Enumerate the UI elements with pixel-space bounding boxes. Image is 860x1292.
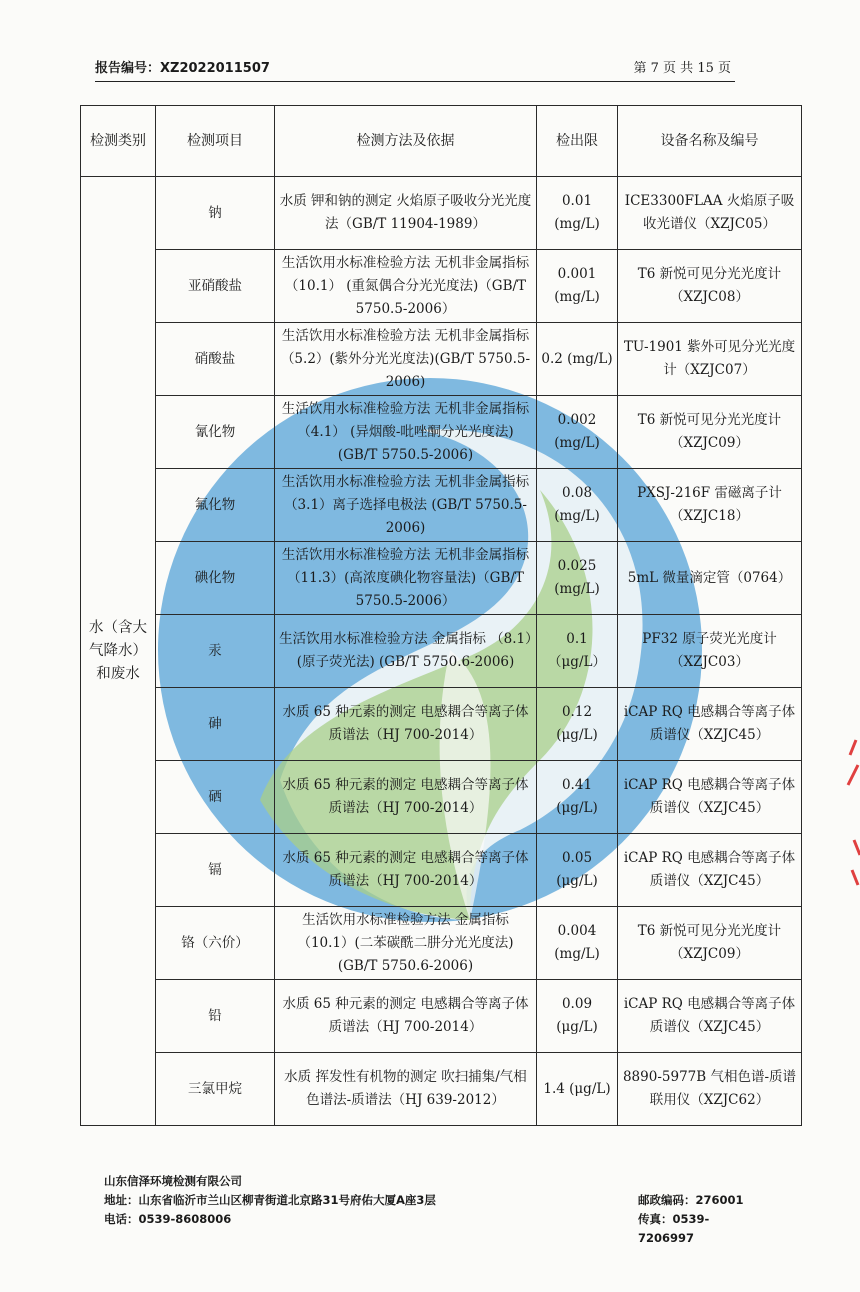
table-row bbox=[81, 761, 802, 834]
method-cell: 生活饮用水标准检验方法 无机非金属指标（4.1） (异烟酸-吡唑酮分光光度法) (GB/T 5750.5-2006) bbox=[275, 396, 537, 469]
method-cell: 生活饮用水标准检验方法 无机非金属指标（5.2）(紫外分光光度法)(GB/T 5750.5-2006) bbox=[275, 323, 537, 396]
method-cell: 水质 挥发性有机物的测定 吹扫捕集/气相色谱法-质谱法（HJ 639-2012） bbox=[275, 1053, 537, 1126]
limit-cell: 0.12 (μg/L) bbox=[537, 688, 618, 761]
col-header-limit: 检出限 bbox=[537, 106, 618, 177]
stamp-fragment bbox=[846, 735, 860, 895]
col-header-equipment: 设备名称及编号 bbox=[618, 106, 802, 177]
item-cell: 硒 bbox=[156, 761, 275, 834]
equipment-cell: TU-1901 紫外可见分光光度计（XZJC07） bbox=[618, 323, 802, 396]
method-cell: 生活饮用水标准检验方法 金属指标 （10.1）(二苯碳酰二肼分光光度法)(GB/T 5750.6-2006) bbox=[275, 907, 537, 980]
report-number: 报告编号：XZ2022011507 bbox=[95, 61, 270, 76]
equipment-cell: ICE3300FLAA 火焰原子吸收光谱仪（XZJC05） bbox=[618, 177, 802, 250]
table-row bbox=[81, 980, 802, 1053]
item-cell: 钠 bbox=[156, 177, 275, 250]
item-cell: 亚硝酸盐 bbox=[156, 250, 275, 323]
page-footer bbox=[104, 1172, 744, 1245]
equipment-cell: iCAP RQ 电感耦合等离子体质谱仪（XZJC45） bbox=[618, 761, 802, 834]
item-cell: 三氯甲烷 bbox=[156, 1053, 275, 1126]
method-cell: 水质 65 种元素的测定 电感耦合等离子体质谱法（HJ 700-2014） bbox=[275, 761, 537, 834]
method-cell: 生活饮用水标准检验方法 无机非金属指标 （10.1） (重氮偶合分光光度法)（GB/T 5750.5-2006） bbox=[275, 250, 537, 323]
limit-cell: 0.2 (mg/L) bbox=[537, 323, 618, 396]
table-row bbox=[81, 177, 802, 250]
item-cell: 碘化物 bbox=[156, 542, 275, 615]
report-header bbox=[95, 55, 735, 82]
table-row bbox=[81, 542, 802, 615]
table-row bbox=[81, 323, 802, 396]
item-cell: 砷 bbox=[156, 688, 275, 761]
limit-cell: 0.025 (mg/L) bbox=[537, 542, 618, 615]
method-cell: 水质 65 种元素的测定 电感耦合等离子体质谱法（HJ 700-2014） bbox=[275, 688, 537, 761]
limit-cell: 0.002 (mg/L) bbox=[537, 396, 618, 469]
equipment-cell: 5mL 微量滴定管（0764） bbox=[618, 542, 802, 615]
limit-cell: 0.08 (mg/L) bbox=[537, 469, 618, 542]
fax-number: 传真：0539-7206997 bbox=[638, 1212, 710, 1245]
method-cell: 生活饮用水标准检验方法 金属指标 （8.1）(原子荧光法) (GB/T 5750.6-2006) bbox=[275, 615, 537, 688]
method-cell: 水质 钾和钠的测定 火焰原子吸收分光光度法（GB/T 11904-1989） bbox=[275, 177, 537, 250]
limit-cell: 0.41 (μg/L) bbox=[537, 761, 618, 834]
item-cell: 氟化物 bbox=[156, 469, 275, 542]
postcode: 邮政编码：276001 bbox=[638, 1193, 744, 1207]
limit-cell: 0.05 (μg/L) bbox=[537, 834, 618, 907]
table-header-row bbox=[81, 106, 802, 177]
test-methods-table bbox=[80, 105, 802, 1126]
method-cell: 水质 65 种元素的测定 电感耦合等离子体质谱法（HJ 700-2014） bbox=[275, 980, 537, 1053]
table-row bbox=[81, 469, 802, 542]
equipment-cell: PF32 原子荧光光度计（XZJC03） bbox=[618, 615, 802, 688]
col-header-category: 检测类别 bbox=[81, 106, 156, 177]
equipment-cell: PXSJ-216F 雷磁离子计（XZJC18） bbox=[618, 469, 802, 542]
method-cell: 水质 65 种元素的测定 电感耦合等离子体质谱法（HJ 700-2014） bbox=[275, 834, 537, 907]
page-number: 第 7 页 共 15 页 bbox=[633, 61, 731, 76]
item-cell: 硝酸盐 bbox=[156, 323, 275, 396]
category-cell: 水（含大气降水）和废水 bbox=[81, 177, 156, 1126]
table-row bbox=[81, 1053, 802, 1126]
method-cell: 生活饮用水标准检验方法 无机非金属指标 （11.3）(高浓度碘化物容量法)（GB/T 5750.5-2006） bbox=[275, 542, 537, 615]
col-header-item: 检测项目 bbox=[156, 106, 275, 177]
equipment-cell: iCAP RQ 电感耦合等离子体质谱仪（XZJC45） bbox=[618, 980, 802, 1053]
table-row bbox=[81, 688, 802, 761]
equipment-cell: 8890-5977B 气相色谱-质谱联用仪（XZJC62） bbox=[618, 1053, 802, 1126]
phone-number: 电话：0539-8608006 bbox=[104, 1212, 232, 1226]
equipment-cell: T6 新悦可见分光光度计（XZJC09） bbox=[618, 396, 802, 469]
table-row bbox=[81, 834, 802, 907]
method-cell: 生活饮用水标准检验方法 无机非金属指标 （3.1）离子选择电极法 (GB/T 5750.5-2006) bbox=[275, 469, 537, 542]
limit-cell: 0.004 (mg/L) bbox=[537, 907, 618, 980]
table-row bbox=[81, 615, 802, 688]
equipment-cell: T6 新悦可见分光光度计（XZJC09） bbox=[618, 907, 802, 980]
equipment-cell: iCAP RQ 电感耦合等离子体质谱仪（XZJC45） bbox=[618, 834, 802, 907]
item-cell: 铅 bbox=[156, 980, 275, 1053]
company-address: 地址：山东省临沂市兰山区柳青街道北京路31号府佑大厦A座3层 bbox=[104, 1193, 436, 1207]
limit-cell: 0.1（μg/L） bbox=[537, 615, 618, 688]
item-cell: 汞 bbox=[156, 615, 275, 688]
item-cell: 氰化物 bbox=[156, 396, 275, 469]
table-row bbox=[81, 396, 802, 469]
limit-cell: 1.4 (μg/L) bbox=[537, 1053, 618, 1126]
company-name: 山东信泽环境检测有限公司 bbox=[104, 1174, 242, 1188]
table-row bbox=[81, 907, 802, 980]
limit-cell: 0.01 (mg/L) bbox=[537, 177, 618, 250]
item-cell: 铬（六价） bbox=[156, 907, 275, 980]
col-header-method: 检测方法及依据 bbox=[275, 106, 537, 177]
equipment-cell: T6 新悦可见分光光度计（XZJC08） bbox=[618, 250, 802, 323]
limit-cell: 0.09 (μg/L) bbox=[537, 980, 618, 1053]
table-row bbox=[81, 250, 802, 323]
limit-cell: 0.001 (mg/L) bbox=[537, 250, 618, 323]
item-cell: 镉 bbox=[156, 834, 275, 907]
equipment-cell: iCAP RQ 电感耦合等离子体质谱仪（XZJC45） bbox=[618, 688, 802, 761]
